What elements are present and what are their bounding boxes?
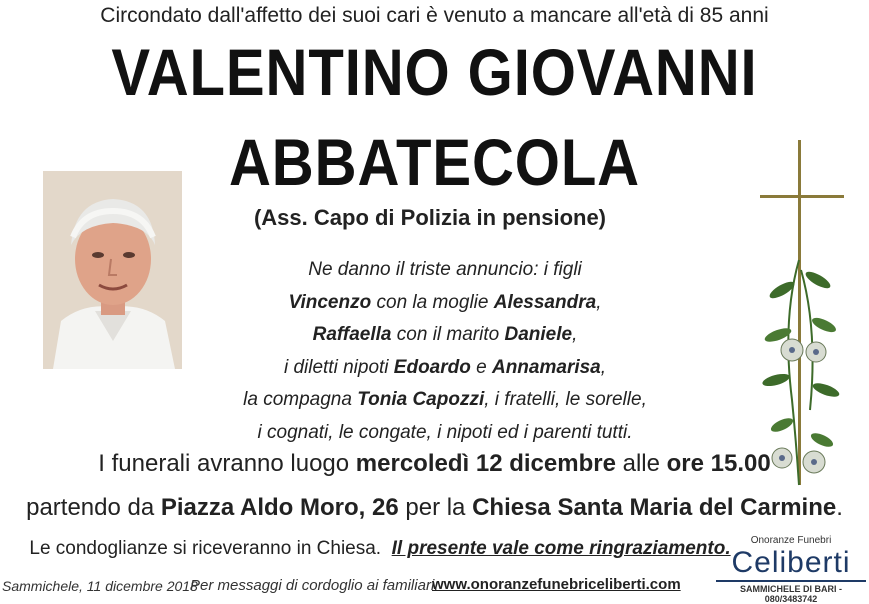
announce-line-2 — [150, 287, 740, 320]
son-name: Vincenzo — [288, 291, 372, 313]
announce-line-4 — [150, 352, 740, 385]
announce-punct: , — [600, 356, 607, 378]
funeral-home-logo — [716, 535, 866, 604]
announcement — [150, 254, 740, 449]
funeral-date: mercoledì 12 dicembre — [355, 450, 616, 477]
announce-text: con la moglie — [371, 291, 494, 313]
funeral-text: alle — [615, 450, 667, 477]
announce-line-1: Ne danno il triste annuncio: i figli — [308, 259, 582, 280]
funeral-text: I funerali avranno luogo — [98, 450, 356, 477]
companion-name: Tonia Capozzi — [357, 389, 485, 410]
intro-text: Circondato dall'affetto dei suoi cari è venuto a mancare all'età di 85 anni — [100, 4, 769, 27]
funeral-text: per la — [398, 494, 473, 521]
announce-punct: , — [572, 324, 578, 345]
deceased-role: (Ass. Capo di Polizia in pensione) — [253, 205, 607, 230]
condolences-text: Le condoglianze si riceveranno in Chiesa. — [29, 538, 382, 559]
church-name: Chiesa Santa Maria del Carmine — [472, 494, 837, 521]
announce-text: e — [470, 356, 492, 378]
departure-address: Piazza Aldo Moro, 26 — [160, 494, 399, 521]
funeral-line-2 — [0, 494, 869, 522]
announce-text: la compagna — [243, 389, 358, 410]
footer-message: Per messaggi di cordoglio ai familiari: — [190, 577, 439, 594]
funeral-time: ore 15.00 — [666, 450, 771, 477]
announce-text: , i fratelli, le sorelle, — [484, 389, 647, 410]
funeral-line-1 — [0, 450, 869, 478]
granddaughter-name: Annamarisa — [491, 356, 601, 378]
daughter-in-law-name: Alessandra — [493, 291, 597, 313]
condolences-line — [0, 538, 760, 560]
announce-line-5 — [150, 384, 740, 417]
announce-line-3 — [150, 319, 740, 352]
announce-punct: , — [596, 291, 602, 313]
footer-website-link[interactable]: www.onoranzefunebriceliberti.com — [432, 576, 681, 593]
announce-text: i diletti nipoti — [283, 356, 394, 378]
grandson-name: Edoardo — [393, 356, 471, 378]
funeral-punct: . — [836, 494, 843, 521]
son-in-law-name: Daniele — [504, 324, 573, 345]
announce-text: con il marito — [391, 324, 505, 345]
funeral-text: partendo da — [26, 494, 161, 521]
logo-brand: Celiberti — [731, 546, 851, 579]
logo-tagline: Onoranze Funebri — [750, 535, 832, 546]
logo-contact: SAMMICHELE DI BARI - 080/3483742 — [716, 580, 866, 604]
daughter-name: Raffaella — [312, 324, 392, 345]
deceased-name-first: VALENTINO GIOVANNI — [111, 35, 758, 109]
thanks-text: Il presente vale come ringraziamento. — [391, 538, 731, 559]
cross-with-flowers-icon — [752, 140, 857, 490]
announce-line-6: i cognati, le congate, i nipoti ed i parenti tutti. — [257, 421, 633, 443]
footer-date: Sammichele, 11 dicembre 2018 — [2, 578, 198, 594]
deceased-name-last: ABBATECOLA — [228, 125, 641, 199]
